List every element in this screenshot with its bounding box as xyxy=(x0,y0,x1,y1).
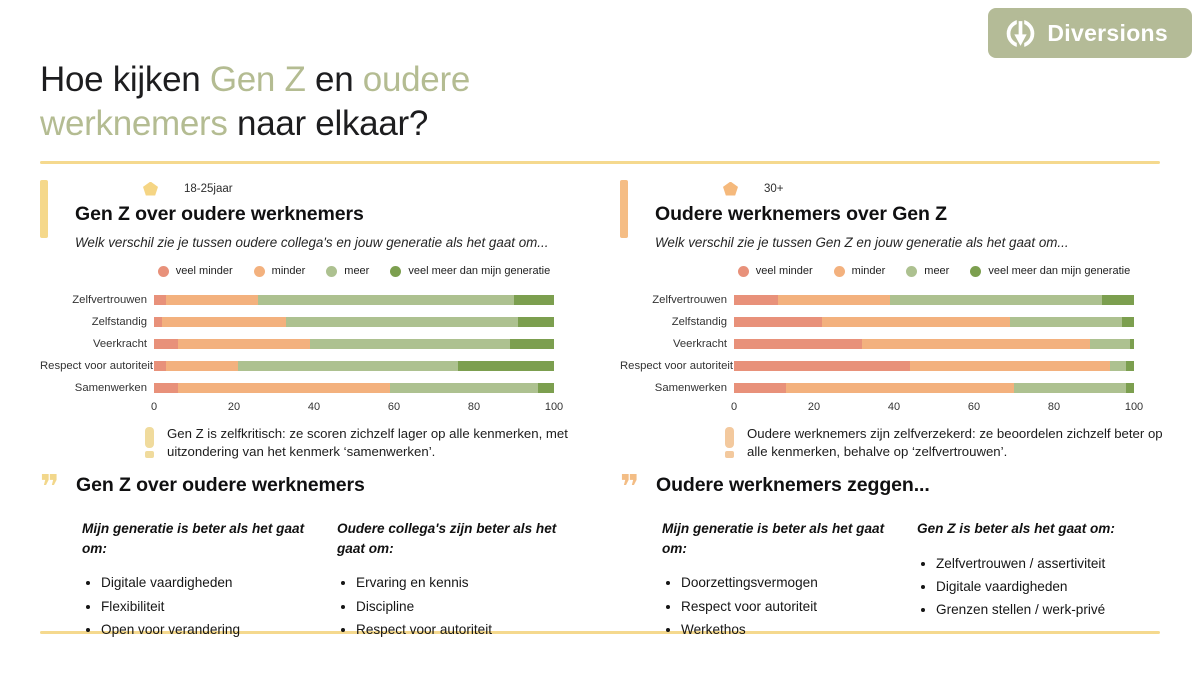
title-part: en xyxy=(305,60,363,99)
bar-row-label: Zelfstandig xyxy=(671,316,727,328)
title-part: Hoe kijken xyxy=(40,60,210,99)
quote-column xyxy=(337,519,577,644)
quote-lead: Mijn generatie is beter als het gaat om: xyxy=(82,521,305,556)
bar-track xyxy=(154,383,554,393)
bar-segment xyxy=(1090,339,1130,349)
legend-item xyxy=(970,265,1130,277)
bar-segment xyxy=(166,361,238,371)
chart-note xyxy=(145,425,585,461)
bar-segment xyxy=(1126,361,1134,371)
bar-segment xyxy=(166,295,258,305)
chart-subtitle: Welk verschil zie je tussen Gen Z en jouw generatie als het gaat om... xyxy=(655,235,1069,250)
bar-segment xyxy=(286,317,518,327)
bar-track xyxy=(154,295,554,305)
legend-label: minder xyxy=(851,265,886,277)
bar-row-label: Respect voor autoriteit xyxy=(620,360,734,372)
legend-label: meer xyxy=(924,265,950,277)
bar-row-label: Zelfstandig xyxy=(91,316,147,328)
bar-segment xyxy=(238,361,458,371)
quote-list-item: • Respect voor autoriteit xyxy=(681,597,902,617)
title-part-accent: werknemers xyxy=(40,104,228,144)
quote-list-item: • Digitale vaardigheden xyxy=(936,577,1157,597)
quote-list-item: • Open voor verandering xyxy=(101,620,322,640)
bar-row xyxy=(620,377,1172,399)
bar-segment xyxy=(258,295,514,305)
bar-segment xyxy=(1122,317,1134,327)
bar-track xyxy=(734,339,1134,349)
bar-segment xyxy=(1102,295,1134,305)
legend-swatch xyxy=(326,266,337,277)
bar-segment xyxy=(510,339,554,349)
bar-row xyxy=(620,289,1172,311)
bar-chart xyxy=(40,289,592,399)
bar-segment xyxy=(1014,383,1126,393)
legend-item xyxy=(326,265,369,277)
bar-segment xyxy=(890,295,1102,305)
title-part-accent: oudere xyxy=(362,60,470,99)
bar-segment xyxy=(1126,383,1134,393)
quote-column xyxy=(662,519,902,644)
bar-row xyxy=(620,333,1172,355)
bar-segment xyxy=(910,361,1110,371)
quote-marks-icon: ❞ xyxy=(620,467,640,506)
bar-segment xyxy=(162,317,286,327)
legend-item xyxy=(906,265,949,277)
quote-list-item: • Digitale vaardigheden xyxy=(101,573,322,593)
exclamation-icon xyxy=(725,425,734,461)
age-group-row xyxy=(143,181,592,196)
bar-row-label: Samenwerken xyxy=(74,382,147,394)
legend-swatch xyxy=(834,266,845,277)
chart-section xyxy=(620,178,1172,461)
x-tick-label: 80 xyxy=(1047,401,1061,413)
bar-row-label: Samenwerken xyxy=(654,382,727,394)
legend-swatch xyxy=(390,266,401,277)
chart-title: Gen Z over oudere werknemers xyxy=(75,203,364,225)
bar-chart xyxy=(620,289,1172,399)
chart-section xyxy=(40,178,592,461)
bar-segment xyxy=(734,361,910,371)
exclamation-bar xyxy=(145,427,154,448)
bar-segment xyxy=(310,339,510,349)
bar-track xyxy=(154,317,554,327)
bar-segment xyxy=(1110,361,1126,371)
bar-segment xyxy=(786,383,1014,393)
x-tick-label: 100 xyxy=(1124,401,1144,413)
x-tick-label: 100 xyxy=(544,401,564,413)
x-tick-label: 40 xyxy=(307,401,321,413)
chart-legend xyxy=(734,265,1134,277)
bar-row xyxy=(40,311,592,333)
quote-column xyxy=(82,519,322,644)
quote-list-item: • Ervaring en kennis xyxy=(356,573,577,593)
quote-list-item: • Respect voor autoriteit xyxy=(356,620,577,640)
age-group-row xyxy=(723,181,1172,196)
quote-lead: Oudere collega's zijn beter als het gaat om: xyxy=(337,521,557,556)
bar-row xyxy=(40,377,592,399)
quote-columns xyxy=(82,519,592,644)
quote-list xyxy=(82,573,322,640)
note-text: Gen Z is zelfkritisch: ze scoren zichzelf lager op alle kenmerken, met uitzondering van het kenmerk ‘samenwerken’. xyxy=(167,426,568,460)
note-text: Oudere werknemers zijn zelfverzekerd: ze beoordelen zichzelf beter op alle kenmerken, behalve op ‘zelfvertrouwen’. xyxy=(747,426,1163,460)
quote-list-item: • Flexibiliteit xyxy=(101,597,322,617)
exclamation-bar xyxy=(725,427,734,448)
bar-row-label: Zelfvertrouwen xyxy=(72,294,147,306)
quote-list-item: • Zelfvertrouwen / assertiviteit xyxy=(936,554,1157,574)
bar-row xyxy=(40,355,592,377)
brand-badge xyxy=(988,8,1192,58)
bar-segment xyxy=(178,383,390,393)
x-tick-label: 60 xyxy=(387,401,401,413)
chart-subtitle: Welk verschil zie je tussen oudere collega's en jouw generatie als het gaat om... xyxy=(75,235,549,250)
exclamation-icon xyxy=(145,425,154,461)
bar-segment xyxy=(154,361,166,371)
quote-list xyxy=(662,573,902,640)
bar-track xyxy=(734,361,1134,371)
quote-lead: Gen Z is beter als het gaat om: xyxy=(917,521,1115,536)
legend-label: minder xyxy=(271,265,306,277)
legend-label: veel meer dan mijn generatie xyxy=(408,265,551,277)
bar-segment xyxy=(1010,317,1122,327)
bar-segment xyxy=(154,339,178,349)
bar-segment xyxy=(518,317,554,327)
title-part: naar elkaar? xyxy=(227,104,429,144)
section-accent-bar xyxy=(620,180,628,238)
legend-item xyxy=(390,265,550,277)
bar-segment xyxy=(458,361,554,371)
x-tick-label: 80 xyxy=(467,401,481,413)
section-accent-bar xyxy=(40,180,48,238)
bar-segment xyxy=(154,383,178,393)
legend-item xyxy=(738,265,813,277)
quote-section xyxy=(40,467,592,644)
quote-list-item: • Grenzen stellen / werk-privé xyxy=(936,600,1157,620)
quote-list xyxy=(917,554,1157,621)
bar-row-label: Veerkracht xyxy=(92,338,147,350)
quote-list xyxy=(337,573,577,640)
quote-lead: Mijn generatie is beter als het gaat om: xyxy=(662,521,885,556)
x-tick-label: 0 xyxy=(150,401,158,413)
bar-row xyxy=(620,355,1172,377)
bar-segment xyxy=(734,317,822,327)
quote-columns xyxy=(662,519,1172,644)
legend-item xyxy=(158,265,233,277)
bar-segment xyxy=(154,295,166,305)
x-tick-label: 40 xyxy=(887,401,901,413)
bar-segment xyxy=(1130,339,1134,349)
title-part-accent: Gen Z xyxy=(209,60,306,99)
legend-label: veel meer dan mijn generatie xyxy=(988,265,1131,277)
quote-column xyxy=(917,519,1157,644)
exclamation-dot xyxy=(725,451,734,458)
legend-swatch xyxy=(970,266,981,277)
x-tick-label: 60 xyxy=(967,401,981,413)
legend-swatch xyxy=(738,266,749,277)
chart-title: Oudere werknemers over Gen Z xyxy=(655,203,947,225)
bar-track xyxy=(734,383,1134,393)
quote-heading: Oudere werknemers zeggen... xyxy=(656,474,930,496)
bar-row xyxy=(40,289,592,311)
pentagon-icon xyxy=(143,182,158,196)
quote-heading: Gen Z over oudere werknemers xyxy=(76,474,365,496)
pentagon-icon xyxy=(723,182,738,196)
bar-track xyxy=(154,339,554,349)
legend-label: meer xyxy=(344,265,370,277)
bar-segment xyxy=(514,295,554,305)
bar-row-label: Respect voor autoriteit xyxy=(40,360,154,372)
bar-segment xyxy=(734,295,778,305)
x-tick-label: 0 xyxy=(730,401,738,413)
bar-segment xyxy=(154,317,162,327)
bar-segment xyxy=(390,383,538,393)
bar-segment xyxy=(178,339,310,349)
age-group-label: 30+ xyxy=(764,182,784,195)
bar-row xyxy=(40,333,592,355)
bar-row-label: Veerkracht xyxy=(672,338,727,350)
quote-marks-icon: ❞ xyxy=(40,467,60,506)
bar-row-label: Zelfvertrouwen xyxy=(652,294,727,306)
x-axis xyxy=(150,401,564,416)
x-tick-label: 20 xyxy=(807,401,821,413)
bar-segment xyxy=(734,339,862,349)
quote-list-item: • Doorzettingsvermogen xyxy=(681,573,902,593)
legend-label: veel minder xyxy=(175,265,233,277)
legend-swatch xyxy=(158,266,169,277)
bar-track xyxy=(734,317,1134,327)
chart-legend xyxy=(154,265,554,277)
bar-segment xyxy=(862,339,1090,349)
x-tick-label: 20 xyxy=(227,401,241,413)
bar-track xyxy=(154,361,554,371)
page-title xyxy=(40,58,680,147)
bar-segment xyxy=(822,317,1010,327)
title-divider xyxy=(40,161,1160,164)
legend-swatch xyxy=(906,266,917,277)
legend-item xyxy=(834,265,886,277)
legend-label: veel minder xyxy=(755,265,813,277)
quote-section xyxy=(620,467,1172,644)
chart-note xyxy=(725,425,1165,461)
legend-swatch xyxy=(254,266,265,277)
exclamation-dot xyxy=(145,451,154,458)
x-axis xyxy=(730,401,1144,416)
bar-segment xyxy=(778,295,890,305)
diversions-circle-down-arrow-icon xyxy=(1004,17,1037,50)
age-group-label: 18-25jaar xyxy=(184,182,233,195)
bar-track xyxy=(734,295,1134,305)
bar-segment xyxy=(734,383,786,393)
bar-row xyxy=(620,311,1172,333)
bar-segment xyxy=(538,383,554,393)
legend-item xyxy=(254,265,306,277)
brand-name: Diversions xyxy=(1047,19,1168,46)
quote-list-item: • Werkethos xyxy=(681,620,902,640)
quote-list-item: • Discipline xyxy=(356,597,577,617)
